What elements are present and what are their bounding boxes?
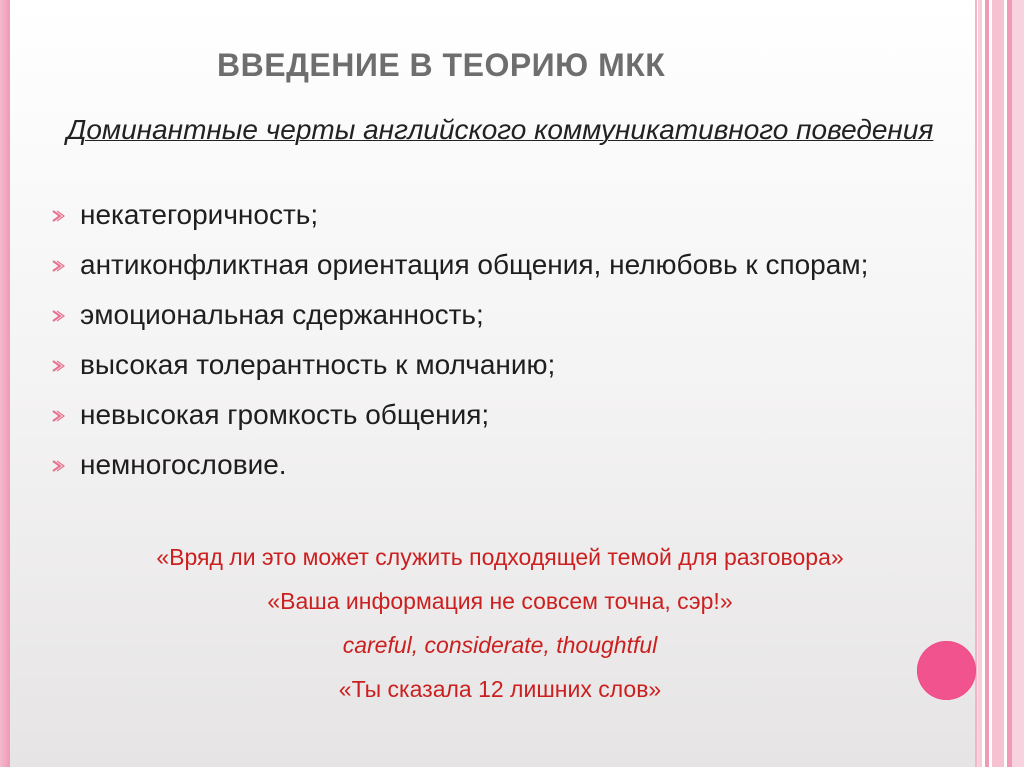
quote-line: careful, considerate, thoughtful — [342, 632, 658, 658]
bullet-text: некатегоричность; — [80, 199, 319, 230]
quote-line: «Вряд ли это может служить подходящей темой для разговора» — [156, 544, 844, 570]
bullet-item — [50, 346, 950, 384]
bullet-list — [50, 196, 950, 496]
chevron-right-icon — [50, 458, 66, 474]
right-divider-line — [975, 0, 977, 767]
bullet-text: антиконфликтная ориентация общения, нелюбовь к спорам; — [80, 249, 869, 280]
bullet-text: невысокая громкость общения; — [80, 399, 490, 430]
bullet-text: немногословие. — [80, 449, 287, 480]
quote-line: «Ваша информация не совсем точна, сэр!» — [267, 588, 733, 614]
right-decorative-stripes — [978, 0, 1024, 767]
bullet-item — [50, 196, 950, 234]
bullet-text: высокая толерантность к молчанию; — [80, 349, 556, 380]
left-decorative-bar — [0, 0, 10, 767]
slide-subtitle: Доминантные черты английского коммуникативного поведения — [66, 114, 934, 145]
bullet-item — [50, 246, 950, 284]
chevron-right-icon — [50, 308, 66, 324]
slide-title: ВВЕДЕНИЕ В ТЕОРИЮ МКК — [217, 47, 666, 83]
bullet-item — [50, 446, 950, 484]
chevron-right-icon — [50, 258, 66, 274]
bullet-item — [50, 296, 950, 334]
bullet-item — [50, 396, 950, 434]
quote-block — [40, 535, 960, 711]
chevron-right-icon — [50, 208, 66, 224]
quote-line: «Ты сказала 12 лишних слов» — [338, 676, 662, 702]
chevron-right-icon — [50, 358, 66, 374]
bullet-text: эмоциональная сдержанность; — [80, 299, 484, 330]
chevron-right-icon — [50, 408, 66, 424]
